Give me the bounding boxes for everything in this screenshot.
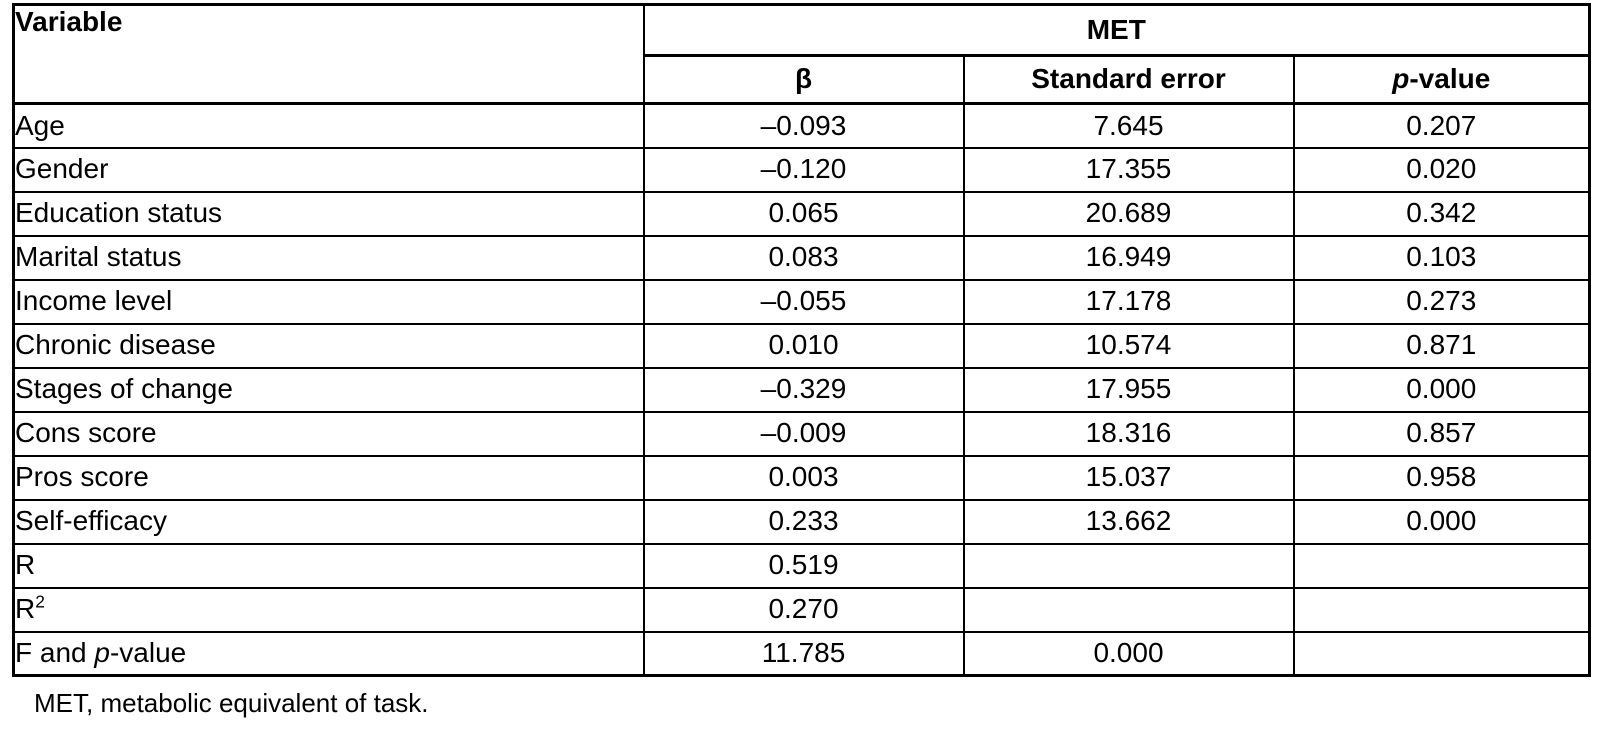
- se-cell: 7.645: [964, 104, 1294, 148]
- beta-cell: –0.055: [644, 280, 964, 324]
- beta-cell: –0.120: [644, 148, 964, 192]
- se-cell: 17.955: [964, 368, 1294, 412]
- se-cell: 20.689: [964, 192, 1294, 236]
- header-met-group: MET: [644, 5, 1590, 56]
- se-cell: 17.178: [964, 280, 1294, 324]
- f-label-prefix: F and: [15, 637, 95, 669]
- p-cell: 0.342: [1294, 192, 1590, 236]
- r-squared-base: R: [15, 593, 36, 625]
- variable-cell: Gender: [14, 148, 644, 192]
- p-cell: 0.103: [1294, 236, 1590, 280]
- se-cell: 16.949: [964, 236, 1294, 280]
- beta-cell: 0.233: [644, 500, 964, 544]
- se-cell: 10.574: [964, 324, 1294, 368]
- p-cell: [1294, 632, 1590, 676]
- table-row-gender: [14, 148, 1590, 192]
- table-row-pros-score: [14, 456, 1590, 500]
- regression-table: [12, 3, 1591, 677]
- se-cell: 17.355: [964, 148, 1294, 192]
- variable-cell: Age: [14, 104, 644, 148]
- table-footnote: MET, metabolic equivalent of task.: [34, 688, 429, 718]
- variable-cell: [14, 588, 644, 632]
- p-cell: 0.020: [1294, 148, 1590, 192]
- p-cell: [1294, 588, 1590, 632]
- variable-cell: [14, 632, 644, 676]
- p-cell: 0.958: [1294, 456, 1590, 500]
- variable-cell: Pros score: [14, 456, 644, 500]
- table-row-f-and-p-value: [14, 632, 1590, 676]
- table-row-self-efficacy: [14, 500, 1590, 544]
- variable-cell: Education status: [14, 192, 644, 236]
- se-cell: 18.316: [964, 412, 1294, 456]
- beta-cell: 0.270: [644, 588, 964, 632]
- table-row-income-level: [14, 280, 1590, 324]
- table-row-marital-status: [14, 236, 1590, 280]
- beta-cell: –0.009: [644, 412, 964, 456]
- p-cell: 0.857: [1294, 412, 1590, 456]
- p-value-suffix: -value: [1409, 63, 1491, 95]
- p-cell: 0.273: [1294, 280, 1590, 324]
- p-cell: 0.871: [1294, 324, 1590, 368]
- variable-cell: Self-efficacy: [14, 500, 644, 544]
- beta-cell: 0.003: [644, 456, 964, 500]
- table-row-chronic-disease: [14, 324, 1590, 368]
- se-cell: 15.037: [964, 456, 1294, 500]
- table-row-age: [14, 104, 1590, 148]
- variable-cell: Cons score: [14, 412, 644, 456]
- table-row-r-squared: [14, 588, 1590, 632]
- p-cell: 0.000: [1294, 500, 1590, 544]
- se-cell: 13.662: [964, 500, 1294, 544]
- beta-cell: 11.785: [644, 632, 964, 676]
- header-standard-error: Standard error: [964, 56, 1294, 104]
- se-cell: 0.000: [964, 632, 1294, 676]
- beta-cell: –0.329: [644, 368, 964, 412]
- table-row-education-status: [14, 192, 1590, 236]
- beta-cell: 0.010: [644, 324, 964, 368]
- header-p-value: [1294, 56, 1590, 104]
- se-cell: [964, 544, 1294, 588]
- variable-cell: Marital status: [14, 236, 644, 280]
- variable-cell: Chronic disease: [14, 324, 644, 368]
- table-row-stages-of-change: [14, 368, 1590, 412]
- beta-cell: 0.519: [644, 544, 964, 588]
- variable-cell: R: [14, 544, 644, 588]
- p-cell: 0.207: [1294, 104, 1590, 148]
- f-label-suffix: -value: [109, 637, 187, 669]
- f-label-italic-p: p: [94, 637, 110, 669]
- header-variable: Variable: [14, 5, 644, 104]
- r-squared-exponent: 2: [35, 592, 45, 613]
- beta-cell: 0.083: [644, 236, 964, 280]
- p-cell: 0.000: [1294, 368, 1590, 412]
- variable-cell: Income level: [14, 280, 644, 324]
- beta-cell: –0.093: [644, 104, 964, 148]
- header-row-group: [14, 5, 1590, 56]
- variable-cell: Stages of change: [14, 368, 644, 412]
- p-cell: [1294, 544, 1590, 588]
- se-cell: [964, 588, 1294, 632]
- p-value-italic-p: p: [1392, 63, 1410, 95]
- beta-cell: 0.065: [644, 192, 964, 236]
- table-row-r: [14, 544, 1590, 588]
- table-row-cons-score: [14, 412, 1590, 456]
- header-beta: β: [644, 56, 964, 104]
